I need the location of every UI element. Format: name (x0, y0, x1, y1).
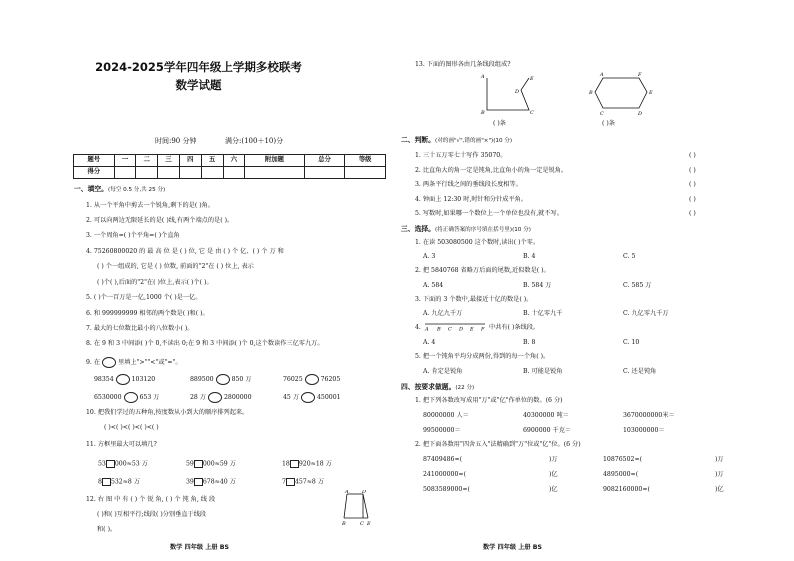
point-label: C (600, 111, 604, 117)
judge-item: 2. 比直角大的角一定是钝角,比直角小的角一定是锐角。 (415, 167, 568, 174)
question-1: 1. 从一个平角中剪去一个锐角,剩下的是( )角。 (86, 202, 215, 209)
score-header-cell: 四 (179, 155, 201, 167)
choice-question: 2. 把 5840768 省略万后面的尾数,近似数是( )。 (415, 267, 550, 274)
question-9-prefix: 9. 在 (86, 359, 101, 366)
question-9 (86, 357, 182, 368)
score-header-cell: 二 (136, 155, 158, 167)
score-header-cell: 总分 (304, 155, 345, 167)
estimate-suffix: 000≈53 万 (114, 460, 148, 468)
score-header-cell: 三 (158, 155, 180, 167)
page-footer: 数学 四年级 上册 BS (170, 544, 229, 551)
question-10: 10. 把我们学过的五种角,按度数从小到大的顺序排列起来。 (86, 409, 249, 416)
judge-item: 1. 三十五万零七十写作 35070。 (415, 152, 507, 159)
section-title: 一、填空。 (74, 185, 108, 193)
judge-item: 5. 写数时,如果哪一个数位上一个单位也没有,就不写。 (415, 210, 563, 217)
point-label: E (470, 326, 474, 332)
score-cell[interactable] (345, 167, 386, 179)
compare-left: 6530000 (94, 394, 122, 401)
choice-option[interactable]: B. 可能是锐角 (523, 368, 563, 375)
point-label: C (448, 326, 452, 332)
rewrite-item: 99500000＝ (423, 427, 461, 434)
estimate-prefix: 7 (282, 478, 286, 486)
round-item-left-unit: )万 (549, 456, 558, 463)
estimate-suffix: 532≈8 万 (110, 478, 141, 486)
estimate-prefix: 53 (98, 460, 106, 468)
judge-answer-paren[interactable]: ( ) (689, 210, 696, 217)
compare-right: 76205 (320, 376, 341, 383)
question-6: 6. 和 999999999 相邻的两个数是( )和( )。 (86, 310, 209, 317)
question-11: 11. 方框里最大可以填几? (86, 441, 157, 448)
estimate-prefix: 39 (186, 478, 194, 486)
score-cell[interactable] (179, 167, 201, 179)
score-header-cell: 五 (201, 155, 223, 167)
compare-circle[interactable] (116, 374, 130, 385)
compare-left: 28 万 (190, 394, 207, 401)
score-header-cell: 一 (114, 155, 136, 167)
round-item-right-unit: )万 (715, 471, 724, 478)
question-3: 3. 一个周角=( )个平角=( )个直角 (86, 232, 180, 239)
section-note: (22 分) (455, 385, 475, 391)
right-page (397, 0, 794, 561)
fill-box[interactable] (102, 478, 111, 486)
fill-box[interactable] (194, 460, 203, 468)
compare-row-1-item (190, 374, 252, 385)
question-13: 13. 下面的图形各由几条线段组成? (415, 61, 511, 68)
compare-right: 653 万 (139, 394, 160, 401)
point-label: C (530, 110, 534, 116)
round-item-right-unit: )亿 (715, 486, 724, 493)
choice-option[interactable]: C. 九亿零九千万 (623, 310, 669, 317)
score-cell[interactable] (245, 167, 304, 179)
point-label: B (342, 521, 346, 526)
estimate-item (282, 478, 324, 486)
point-label: A (345, 490, 349, 495)
compare-row-1-item (94, 374, 155, 385)
judge-answer-paren[interactable]: ( ) (689, 181, 696, 188)
choice-question: 3. 下面的 3 个数中,最接近十亿的数是( )。 (415, 296, 533, 303)
judge-answer-paren[interactable]: ( ) (689, 167, 696, 174)
compare-row-1-item (283, 374, 340, 385)
choice-option[interactable]: B. 4 (523, 253, 536, 260)
line-segment-figure (423, 320, 487, 332)
round-item-left: 87409486≈( (423, 456, 463, 463)
point-label: D (459, 326, 464, 332)
round-item-right: 4895000≈( (603, 471, 639, 478)
round-item-right: 10876502≈( (603, 456, 643, 463)
circle-icon (102, 357, 116, 368)
point-label: B (589, 90, 593, 96)
score-cell[interactable] (201, 167, 223, 179)
choice-option[interactable]: B. 十亿零九千 (523, 310, 563, 317)
point-label: D (638, 111, 643, 117)
estimate-item (98, 460, 148, 468)
rewrite-item: 6900000 千克＝ (523, 427, 572, 434)
compare-left: 76025 (283, 376, 303, 383)
compare-right: 103120 (131, 376, 156, 383)
score-table-score-row (74, 167, 386, 179)
score-header-cell: 题号 (74, 155, 115, 167)
section-note: (对的画"√",错的画"×")(10 分) (434, 138, 513, 144)
sub-question-2: 2. 把下面各数用"四舍五入"法精确到"万"位或"亿"位。(6 分) (415, 441, 581, 448)
compare-left: 45 万 (283, 394, 300, 401)
choice-option[interactable]: A. 3 (423, 253, 436, 260)
question-4-line-1: 4. 75260800020 的 最 高 位 是 ( ) 位, 它 是 由 ( ) 个 亿、( ) 个 万 和 (86, 248, 284, 255)
score-cell[interactable] (114, 167, 136, 179)
question-2: 2. 可以向两边无限延长的是( )线,有两个端点的是( )。 (86, 217, 234, 224)
compare-row-2-item (190, 392, 252, 403)
question-7: 7. 最大的七位数比最小的八位数小( )。 (86, 325, 194, 332)
point-label: E (367, 521, 371, 526)
fill-box[interactable] (106, 460, 115, 468)
choice-option[interactable]: C. 还是钝角 (623, 368, 657, 375)
score-header-cell: 六 (223, 155, 245, 167)
estimate-suffix: 678≈40 万 (202, 478, 236, 486)
section-note: (将正确答案的序号填在括号里)(10 分) (434, 227, 531, 233)
exam-time: 时间:90 分钟 (155, 137, 197, 145)
estimate-item (186, 478, 236, 486)
section-title: 二、判断。 (401, 136, 435, 144)
score-row-label: 得分 (74, 167, 115, 179)
point-label: E (649, 90, 653, 96)
judge-item: 4. 钟面上 12:30 时,时针和分针成平角。 (415, 196, 528, 203)
compare-left: 889500 (190, 376, 214, 383)
section-note: (每空 0.5 分,共 25 分) (107, 187, 166, 193)
round-item-left-unit: )亿 (549, 471, 558, 478)
score-cell[interactable] (304, 167, 345, 179)
rewrite-item: 103000000＝ (623, 427, 665, 434)
compare-circle[interactable] (305, 374, 319, 385)
estimate-item (186, 460, 236, 468)
compare-left: 98354 (94, 376, 114, 383)
point-label: C (360, 521, 364, 526)
point-label: A (481, 74, 485, 80)
question-9-tail: 里填上">""<"或"="。 (118, 359, 182, 366)
choice-option[interactable]: B. 584 万 (523, 282, 552, 289)
point-label: B (481, 110, 485, 116)
shape-answer-blank: ( )条 (602, 120, 615, 127)
score-header-cell: 等级 (345, 155, 386, 167)
page-footer: 数学 四年级 上册 BS (483, 544, 542, 551)
section-title: 四、按要求做题。 (401, 383, 456, 391)
exam-title: 2024-2025学年四年级上学期多校联考 (95, 60, 302, 74)
section-heading (401, 226, 531, 234)
compare-circle[interactable] (216, 374, 230, 385)
section-title: 三、选择。 (401, 225, 435, 233)
score-header-cell: 附加题 (245, 155, 304, 167)
exam-subtitle: 数学试题 (175, 78, 222, 92)
sub-question-1: 1. 把下列各数改写成用"万"或"亿"作单位的数。(6 分) (415, 397, 563, 404)
shape-answer-blank: ( )条 (493, 120, 506, 127)
point-label: B (437, 326, 441, 332)
point-label: F (638, 72, 642, 78)
round-item-left-unit: )亿 (549, 486, 558, 493)
choice-option[interactable]: C. 5 (623, 253, 636, 260)
choice-question: 中共有( )条线段。 (489, 324, 540, 331)
compare-right: 850 万 (231, 376, 252, 383)
compare-circle[interactable] (301, 392, 315, 403)
estimate-item (282, 460, 332, 468)
point-label: D (362, 490, 367, 495)
compare-right: 2800000 (223, 394, 252, 401)
round-item-left: 241000000≈( (423, 471, 467, 478)
rewrite-item: 40300000 吨＝ (523, 412, 569, 419)
fill-box[interactable] (194, 478, 203, 486)
judge-item: 3. 两条平行线之间的垂线段长度相等。 (415, 181, 522, 188)
score-table (73, 154, 386, 179)
judge-answer-paren[interactable]: ( ) (689, 152, 696, 159)
choice-option[interactable]: A. 九亿九千万 (423, 310, 463, 317)
round-item-right: 9082160000≈( (603, 486, 650, 493)
choice-option[interactable]: A. 4 (423, 339, 436, 346)
estimate-prefix: 18 (282, 460, 290, 468)
point-label: D (515, 89, 520, 95)
point-label: A (425, 326, 429, 332)
question-12-line-1: 12. 右 图 中 有 ( ) 个 锐 角, ( ) 个 钝 角, 线 段 (86, 496, 216, 503)
rewrite-item: 3670000000米＝ (623, 412, 675, 419)
compare-row-2-item (94, 392, 159, 403)
choice-option[interactable]: A. 584 (423, 282, 444, 289)
section-heading (401, 137, 512, 145)
estimate-suffix: 000≈59 万 (202, 460, 236, 468)
question-12-line-2: ( )和( )互相平行;线段( )分别垂直于线段 (97, 511, 207, 518)
question-5: 5. ( )个一百万是一亿,1000 个( )是一亿。 (86, 294, 202, 301)
point-label: F (481, 326, 485, 332)
exam-score-total: 满分:(100＋10)分 (225, 137, 284, 145)
fill-box[interactable] (290, 460, 299, 468)
choice-option[interactable]: B. 8 (523, 339, 536, 346)
choice-option[interactable]: C. 10 (623, 339, 640, 346)
estimate-suffix: 920≈18 万 (298, 460, 332, 468)
question-4-line-3: ( )个( ),后面的"2"在( )位上,表示( )个( )。 (97, 279, 213, 286)
score-cell[interactable] (158, 167, 180, 179)
section-heading (401, 384, 474, 392)
choice-option[interactable]: C. 585 万 (623, 282, 652, 289)
pentagon-figure (477, 72, 547, 120)
score-cell[interactable] (223, 167, 245, 179)
choice-question: 5. 把一个钝角平均分成两份,得到的每一个角( )。 (415, 353, 550, 360)
question-10-answer-line: ( )<( )<( )<( )<( ) (104, 424, 159, 431)
compare-row-2-item (283, 392, 341, 403)
round-item-right-unit: )万 (715, 456, 724, 463)
estimate-prefix: 8 (98, 478, 102, 486)
estimate-item (98, 478, 140, 486)
score-cell[interactable] (136, 167, 158, 179)
compare-circle[interactable] (208, 392, 222, 403)
section-heading (74, 186, 165, 194)
question-8: 8. 在 9 和 3 中间添( )个 0,不读出 0;在 9 和 3 中间添( )个 0,这个数读作三亿零九万。 (86, 340, 324, 347)
parallelogram-figure (342, 490, 372, 526)
hexagon-figure (589, 70, 659, 118)
judge-answer-paren[interactable]: ( ) (689, 196, 696, 203)
compare-circle[interactable] (124, 392, 138, 403)
choice-question: 1. 在读 503080500 这个数时,读出( )个零。 (415, 239, 540, 246)
round-item-left: 5083589000≈( (423, 486, 470, 493)
score-table-header-row (74, 155, 386, 167)
choice-question-4-prefix: 4. (415, 324, 421, 331)
question-12-line-3: 和( )。 (97, 526, 117, 533)
compare-right: 450001 (316, 394, 341, 401)
question-4-line-2: ( ) 个一组成的, 它是 ( ) 位数, 前面的"2"在 ( ) 位上, 表示 (97, 263, 254, 270)
point-label: A (600, 72, 604, 78)
fill-box[interactable] (286, 478, 295, 486)
choice-option[interactable]: A. 肯定是锐角 (423, 368, 463, 375)
estimate-prefix: 59 (186, 460, 194, 468)
rewrite-item: 80000000 人＝ (423, 412, 469, 419)
estimate-suffix: 457≈8 万 (294, 478, 325, 486)
point-label: E (530, 76, 534, 82)
